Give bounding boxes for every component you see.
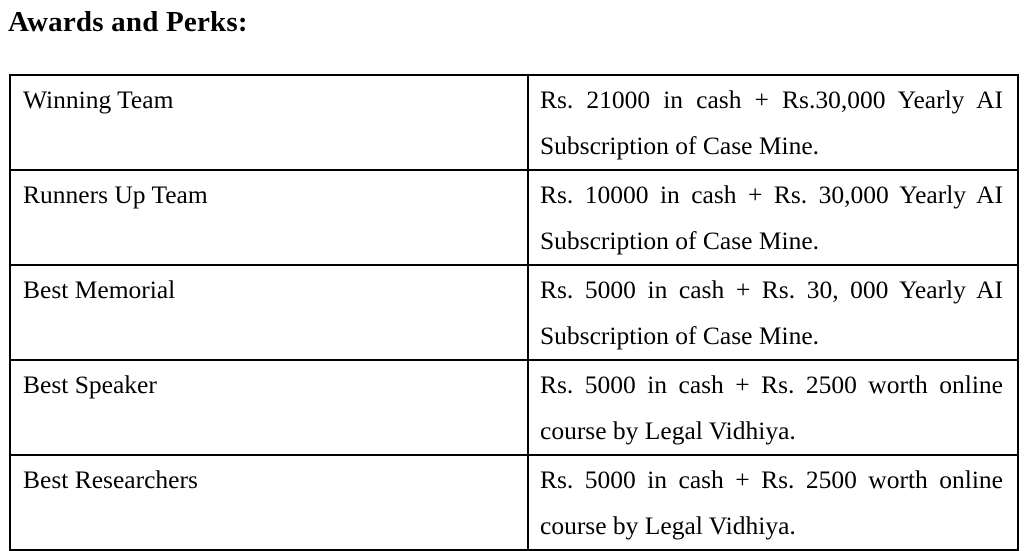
table-row xyxy=(10,170,1018,265)
prize-text-line: Subscription of Case Mine. xyxy=(540,226,820,255)
award-prize-cell xyxy=(528,265,1018,360)
award-name-cell: Winning Team xyxy=(10,75,528,170)
award-name-cell: Best Speaker xyxy=(10,360,528,455)
award-prize-cell xyxy=(528,360,1018,455)
award-prize-cell xyxy=(528,75,1018,170)
table-row xyxy=(10,360,1018,455)
award-name-cell: Best Researchers xyxy=(10,455,528,550)
page-title: Awards and Perks: xyxy=(8,6,248,38)
award-prize-cell xyxy=(528,455,1018,550)
table-row xyxy=(10,455,1018,550)
table-row xyxy=(10,75,1018,170)
award-name-cell: Runners Up Team xyxy=(10,170,528,265)
prize-text-line: Rs. 5000 in cash + Rs. 2500 worth online xyxy=(540,465,1003,494)
awards-table xyxy=(9,74,1019,551)
table-row xyxy=(10,265,1018,360)
prize-text-line: Rs. 10000 in cash + Rs. 30,000 Yearly AI xyxy=(540,180,1003,209)
prize-text-line: course by Legal Vidhiya. xyxy=(540,416,796,445)
prize-text-line: Rs. 5000 in cash + Rs. 2500 worth online xyxy=(540,370,1003,399)
prize-text-line: Subscription of Case Mine. xyxy=(540,131,820,160)
award-prize-cell xyxy=(528,170,1018,265)
prize-text-line: Subscription of Case Mine. xyxy=(540,321,820,350)
prize-text-line: course by Legal Vidhiya. xyxy=(540,511,796,540)
prize-text-line: Rs. 5000 in cash + Rs. 30, 000 Yearly AI xyxy=(540,275,1003,304)
award-name-cell: Best Memorial xyxy=(10,265,528,360)
prize-text-line: Rs. 21000 in cash + Rs.30,000 Yearly AI xyxy=(540,85,1003,114)
